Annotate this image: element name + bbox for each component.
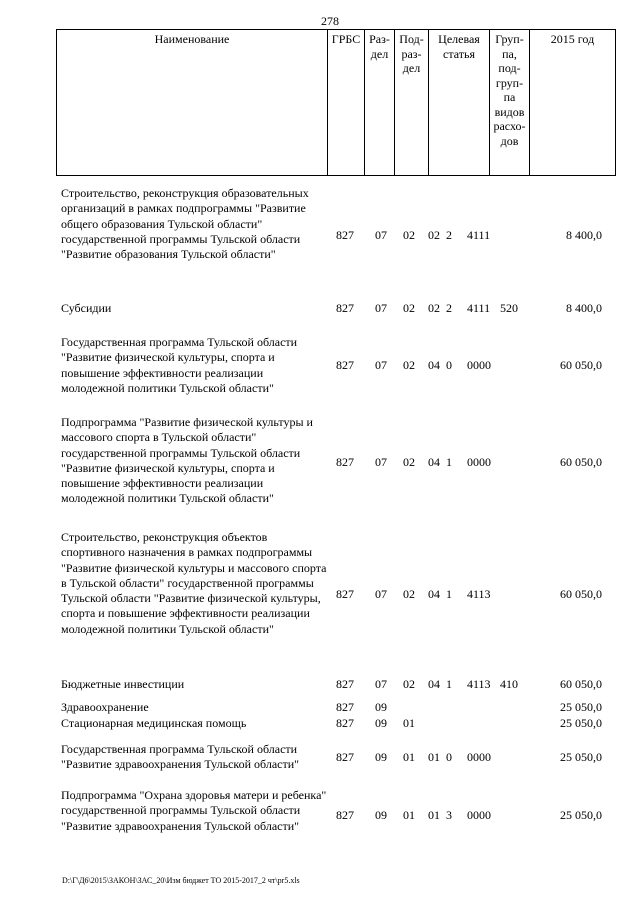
grbs-cell: 827 bbox=[336, 455, 354, 469]
celevaya-part2-cell: 2 bbox=[446, 228, 452, 242]
celevaya-part1-cell: 04 bbox=[428, 358, 440, 372]
razdel-cell: 09 bbox=[375, 750, 387, 764]
razdel-cell: 09 bbox=[375, 716, 387, 730]
celevaya-part1-cell: 01 bbox=[428, 808, 440, 822]
celevaya-part3-cell: 0000 bbox=[467, 455, 491, 469]
row-name: Государственная программа Тульской области "Развитие здравоохранения Тульской области" bbox=[61, 742, 300, 772]
razdel-cell: 07 bbox=[375, 587, 387, 601]
grbs-cell: 827 bbox=[336, 677, 354, 691]
celevaya-part2-cell: 1 bbox=[446, 455, 452, 469]
celevaya-part3-cell: 4111 bbox=[467, 301, 491, 315]
row-name: Бюджетные инвестиции bbox=[61, 677, 185, 691]
razdel-cell: 07 bbox=[375, 677, 387, 691]
sum-cell: 60 050,0 bbox=[560, 358, 602, 372]
celevaya-part1-cell: 02 bbox=[428, 301, 440, 315]
table-header bbox=[56, 29, 616, 176]
row-name: Стационарная медицинская помощь bbox=[61, 716, 247, 730]
grbs-cell: 827 bbox=[336, 700, 354, 714]
row-name: Подпрограмма "Охрана здоровья матери и ребенка" государственной программы Тульской области "Развитие здравоохранения Тульской области" bbox=[61, 788, 327, 833]
celevaya-part3-cell: 4113 bbox=[467, 677, 491, 691]
celevaya-part3-cell: 4113 bbox=[467, 587, 491, 601]
grbs-cell: 827 bbox=[336, 228, 354, 242]
header-year: 2015 год bbox=[529, 30, 615, 175]
celevaya-part2-cell: 0 bbox=[446, 358, 452, 372]
sum-cell: 60 050,0 bbox=[560, 455, 602, 469]
grbs-cell: 827 bbox=[336, 301, 354, 315]
page-number: 278 bbox=[321, 14, 339, 28]
header-razdel: Раз- дел bbox=[364, 30, 394, 175]
sum-cell: 25 050,0 bbox=[560, 716, 602, 730]
header-podrazdel: Под- раз- дел bbox=[394, 30, 428, 175]
podrazdel-cell: 02 bbox=[403, 455, 415, 469]
header-celevaya-statya: Целевая статья bbox=[428, 30, 489, 175]
row-name: Здравоохранение bbox=[61, 700, 149, 714]
header-name: Наименование bbox=[154, 32, 230, 46]
podrazdel-cell: 02 bbox=[403, 301, 415, 315]
razdel-cell: 07 bbox=[375, 228, 387, 242]
grbs-cell: 827 bbox=[336, 808, 354, 822]
sum-cell: 60 050,0 bbox=[560, 677, 602, 691]
sum-cell: 60 050,0 bbox=[560, 587, 602, 601]
celevaya-part2-cell: 1 bbox=[446, 587, 452, 601]
celevaya-part3-cell: 0000 bbox=[467, 808, 491, 822]
sum-cell: 8 400,0 bbox=[566, 301, 602, 315]
sum-cell: 8 400,0 bbox=[566, 228, 602, 242]
celevaya-part1-cell: 01 bbox=[428, 750, 440, 764]
row-name: Строительство, реконструкция образовательных организаций в рамках подпрограммы "Развитие общего образования Тульской области" государственной программы Тульской области "Развитие образования Тульской области" bbox=[61, 186, 309, 262]
celevaya-part3-cell: 4111 bbox=[467, 228, 491, 242]
sum-cell: 25 050,0 bbox=[560, 700, 602, 714]
grbs-cell: 827 bbox=[336, 716, 354, 730]
celevaya-part2-cell: 1 bbox=[446, 677, 452, 691]
sum-cell: 25 050,0 bbox=[560, 808, 602, 822]
podrazdel-cell: 02 bbox=[403, 228, 415, 242]
grbs-cell: 827 bbox=[336, 358, 354, 372]
razdel-cell: 07 bbox=[375, 301, 387, 315]
razdel-cell: 07 bbox=[375, 455, 387, 469]
header-vid-rashodov: Груп- па, под- груп- па видов расхо- дов bbox=[489, 30, 529, 175]
celevaya-part2-cell: 3 bbox=[446, 808, 452, 822]
vid-rashodov-cell: 520 bbox=[500, 301, 518, 315]
vid-rashodov-cell: 410 bbox=[500, 677, 518, 691]
celevaya-part1-cell: 02 bbox=[428, 228, 440, 242]
razdel-cell: 09 bbox=[375, 700, 387, 714]
podrazdel-cell: 02 bbox=[403, 677, 415, 691]
celevaya-part3-cell: 0000 bbox=[467, 358, 491, 372]
celevaya-part2-cell: 2 bbox=[446, 301, 452, 315]
row-name: Подпрограмма "Развитие физической культуры и массового спорта в Тульской области" государственной программы Тульской области "Развитие физической культуры, спорта и повышение эффективности реализации молодежной политики Тульской области" bbox=[61, 415, 313, 506]
row-name: Субсидии bbox=[61, 301, 112, 315]
file-path-footer: D:\Г\Д6\2015\ЗАКОН\ЗАС_20\Изм бюджет ТО 2015-2017_2 чт\pr5.xls bbox=[62, 876, 300, 885]
podrazdel-cell: 01 bbox=[403, 808, 415, 822]
header-grbs: ГРБС bbox=[327, 30, 364, 175]
celevaya-part1-cell: 04 bbox=[428, 677, 440, 691]
grbs-cell: 827 bbox=[336, 587, 354, 601]
celevaya-part2-cell: 0 bbox=[446, 750, 452, 764]
row-name: Строительство, реконструкция объектов спортивного назначения в рамках подпрограммы "Развитие физической культуры и массового спорта в Тульской области" государственной программы Тульской области "Развитие физической культуры, спорта и повышение эффективности реализации молодежной политики Тульской области" bbox=[61, 530, 327, 636]
celevaya-part3-cell: 0000 bbox=[467, 750, 491, 764]
grbs-cell: 827 bbox=[336, 750, 354, 764]
sum-cell: 25 050,0 bbox=[560, 750, 602, 764]
podrazdel-cell: 01 bbox=[403, 716, 415, 730]
row-name: Государственная программа Тульской области "Развитие физической культуры, спорта и повышение эффективности реализации молодежной политики Тульской области" bbox=[61, 335, 298, 395]
celevaya-part1-cell: 04 bbox=[428, 587, 440, 601]
celevaya-part1-cell: 04 bbox=[428, 455, 440, 469]
podrazdel-cell: 01 bbox=[403, 750, 415, 764]
podrazdel-cell: 02 bbox=[403, 587, 415, 601]
razdel-cell: 07 bbox=[375, 358, 387, 372]
razdel-cell: 09 bbox=[375, 808, 387, 822]
podrazdel-cell: 02 bbox=[403, 358, 415, 372]
